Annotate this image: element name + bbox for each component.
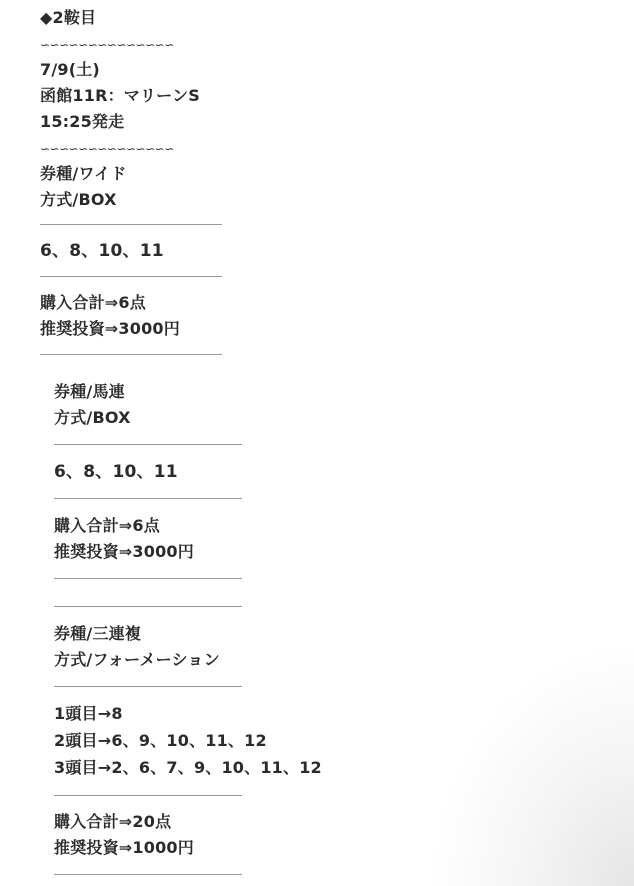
race-name: 函館11R：マリーンS [40,86,200,105]
divider [54,498,242,499]
race-start-time: 15:25発走 [40,112,125,131]
formation-second: 2頭目→6、9、10、11、12 [54,731,267,750]
recommended-investment: 推奨投資⇒1000円 [54,838,194,857]
section-heading: ◆2鞍目 [40,8,97,27]
bet-numbers: 6、8、10、11 [40,241,164,261]
recommended-investment: 推奨投資⇒3000円 [40,319,180,338]
formation-first: 1頭目→8 [54,704,123,723]
divider [54,795,242,796]
divider [40,354,222,355]
bet-type: 券種/馬連 [54,382,125,401]
total-points: 購入合計⇒6点 [54,516,160,535]
divider [54,578,242,579]
bet-type: 券種/ワイド [40,164,127,183]
divider [40,276,222,277]
bet-method: 方式/フォーメーション [54,650,220,669]
formation-third: 3頭目→2、6、7、9、10、11、12 [54,758,322,777]
wave-divider-bottom: ∽∽∽∽∽∽∽∽∽∽∽∽∽∽ [40,142,174,156]
divider [54,686,242,687]
total-points: 購入合計⇒6点 [40,293,146,312]
bet-method: 方式/BOX [40,190,117,209]
divider [54,444,242,445]
recommended-investment: 推奨投資⇒3000円 [54,542,194,561]
bet-type: 券種/三連複 [54,624,142,643]
bet-numbers: 6、8、10、11 [54,462,178,482]
total-points: 購入合計⇒20点 [54,812,172,831]
divider [54,874,242,875]
divider [54,606,242,607]
bet-method: 方式/BOX [54,408,131,427]
divider [40,224,222,225]
page-shadow [434,646,634,886]
wave-divider-top: ∽∽∽∽∽∽∽∽∽∽∽∽∽∽ [40,38,174,52]
race-date: 7/9(土) [40,60,100,79]
